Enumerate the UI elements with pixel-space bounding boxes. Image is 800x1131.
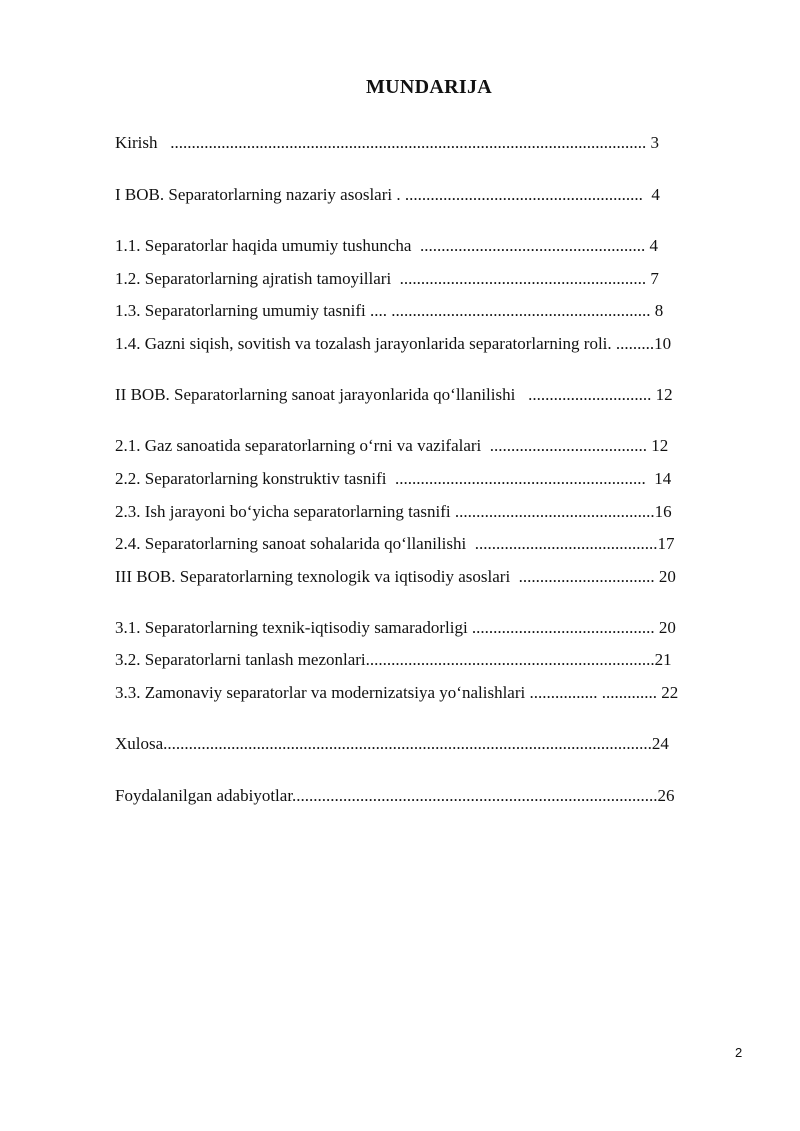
toc-entry-chapter-3: III BOB. Separatorlarning texnologik va iqtisodiy asoslari ................................ 20 xyxy=(115,567,676,586)
toc-entry-2-1: 2.1. Gaz sanoatida separatorlarning o‘rni va vazifalari ..................................... 12 xyxy=(115,436,669,455)
toc-entry-1-1: 1.1. Separatorlar haqida umumiy tushuncha ..................................................... 4 xyxy=(115,236,658,255)
toc-entry-xulosa: Xulosa...................................................................................................................24 xyxy=(115,734,669,753)
toc-entry-2-4: 2.4. Separatorlarning sanoat sohalarida qo‘llanilishi ...........................................17 xyxy=(115,534,675,553)
toc-entry-1-3: 1.3. Separatorlarning umumiy tasnifi .... ............................................................. 8 xyxy=(115,301,664,320)
toc-entry-adabiyotlar: Foydalanilgan adabiyotlar......................................................................................26 xyxy=(115,786,675,805)
toc-entry-chapter-1: I BOB. Separatorlarning nazariy asoslari . ........................................................ 4 xyxy=(115,185,660,204)
toc-entry-3-3: 3.3. Zamonaviy separatorlar va modernizatsiya yo‘nalishlari ................ ............. 22 xyxy=(115,683,679,702)
toc-entry-chapter-2: II BOB. Separatorlarning sanoat jarayonlarida qo‘llanilishi ............................. 12 xyxy=(115,385,673,404)
toc-entry-1-2: 1.2. Separatorlarning ajratish tamoyillari .......................................................... 7 xyxy=(115,269,659,288)
toc-entry-3-1: 3.1. Separatorlarning texnik-iqtisodiy samaradorligi ........................................... 20 xyxy=(115,618,676,637)
toc-entry-kirish: Kirish ................................................................................................................ 3 xyxy=(115,133,659,152)
toc-entry-2-3: 2.3. Ish jarayoni bo‘yicha separatorlarning tasnifi ...............................................16 xyxy=(115,502,672,521)
page-title: MUNDARIJA xyxy=(365,76,493,98)
toc-entry-1-4: 1.4. Gazni siqish, sovitish va tozalash jarayonlarida separatorlarning roli. .........10 xyxy=(115,334,672,353)
page-number: 2 xyxy=(735,1045,743,1060)
toc-entry-3-2: 3.2. Separatorlarni tanlash mezonlari....................................................................21 xyxy=(115,650,672,669)
toc-entry-2-2: 2.2. Separatorlarning konstruktiv tasnifi ........................................................... 14 xyxy=(115,469,672,488)
